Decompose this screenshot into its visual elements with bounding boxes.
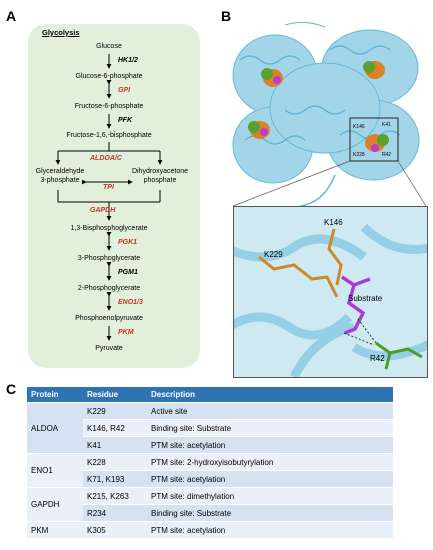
metabolite-2pg: 2-Phosphoglycerate [77, 285, 141, 292]
enzyme-pfk: PFK [118, 117, 132, 124]
panel-label-b: B [221, 8, 232, 24]
description-cell: Active site [147, 403, 393, 420]
metabolite-glucose: Glucose [96, 43, 122, 50]
description-cell: PTM site: acetylation [147, 471, 393, 488]
description-cell: PTM site: acetylation [147, 437, 393, 454]
enzyme-gapdh: GAPDH [90, 207, 116, 214]
metabolite-g6p: Glucose-6-phosphate [75, 73, 143, 80]
enzyme-tpi: TPI [103, 184, 114, 191]
residue-cell: K228 [83, 454, 147, 471]
zoom-label-k146: K146 [324, 218, 343, 227]
residue-k229-stick [259, 257, 337, 297]
protein-cell: ALDOA [27, 403, 83, 454]
residue-cell: K71, K193 [83, 471, 147, 488]
enzyme-eno: ENO1/3 [118, 299, 143, 306]
header-protein: Protein [27, 387, 83, 403]
panel-label-a: A [6, 8, 17, 24]
binding-site-drawing [234, 207, 427, 377]
inset-label-r42: R42 [382, 152, 392, 158]
enzyme-hk: HK1/2 [118, 57, 138, 64]
metabolite-bpg: 1,3-Bisphosphoglycerate [70, 225, 148, 232]
enzyme-gpi: GPI [118, 87, 131, 94]
residue-cell: K41 [83, 437, 147, 454]
metabolite-gap-line2: 3-phosphate [40, 177, 80, 184]
header-description: Description [147, 387, 393, 403]
metabolite-dhap-line1: Dihydroxyacetone [131, 168, 189, 175]
table-row [27, 454, 393, 471]
metabolite-pep: Phosphoenolpyruvate [75, 315, 143, 322]
zoom-label-substrate: Substrate [348, 294, 383, 303]
table-row [27, 403, 393, 420]
metabolite-gap-line1: Glyceraldehyde [35, 168, 85, 175]
metabolite-dhap-line2: phosphate [143, 177, 177, 184]
description-cell: PTM site: dimethylation [147, 488, 393, 505]
header-residue: Residue [83, 387, 147, 403]
residue-cell: R234 [83, 505, 147, 522]
protein-cell: PKM [27, 522, 83, 539]
table-header-row [27, 387, 393, 403]
metabolite-f6p: Fructose-6-phosphate [74, 103, 144, 110]
description-cell: PTM site: 2-hydroxyisobutyrylation [147, 454, 393, 471]
description-cell: PTM site: acetylation [147, 522, 393, 539]
protein-cell: ENO1 [27, 454, 83, 488]
enzyme-aldoa: ALDOA/C [90, 155, 122, 162]
table-row [27, 488, 393, 505]
zoom-line-right [398, 161, 426, 206]
description-cell: Binding site: Substrate [147, 420, 393, 437]
table-row [27, 522, 393, 539]
binding-site-zoom [233, 206, 428, 378]
ptm-site-table [27, 387, 393, 538]
metabolite-pyruvate: Pyruvate [95, 345, 123, 352]
enzyme-pgm1: PGM1 [118, 269, 138, 276]
glycolysis-pathway-panel [28, 24, 200, 368]
inset-label-k41: K41 [382, 122, 391, 128]
metabolite-f16bp: Fructose-1,6,-bisphosphate [66, 132, 152, 139]
aldoa-structure-image [225, 20, 430, 220]
enzyme-pkm: PKM [118, 329, 134, 336]
protein-ribbon-cloud [233, 30, 419, 183]
zoom-label-r42: R42 [370, 354, 385, 363]
residue-cell: K146, R42 [83, 420, 147, 437]
protein-cell: GAPDH [27, 488, 83, 522]
pathway-title: Glycolysis [42, 28, 80, 37]
residue-cell: K305 [83, 522, 147, 539]
inset-label-k146: K146 [353, 124, 365, 130]
metabolite-3pg: 3-Phosphoglycerate [77, 255, 141, 262]
residue-cell: K229 [83, 403, 147, 420]
description-cell: Binding site: Substrate [147, 505, 393, 522]
residue-cell: K215, K263 [83, 488, 147, 505]
enzyme-pgk1: PGK1 [118, 239, 138, 246]
inset-label-k228: K228 [353, 152, 365, 158]
panel-label-c: C [6, 381, 17, 397]
zoom-label-k229: K229 [264, 250, 283, 259]
